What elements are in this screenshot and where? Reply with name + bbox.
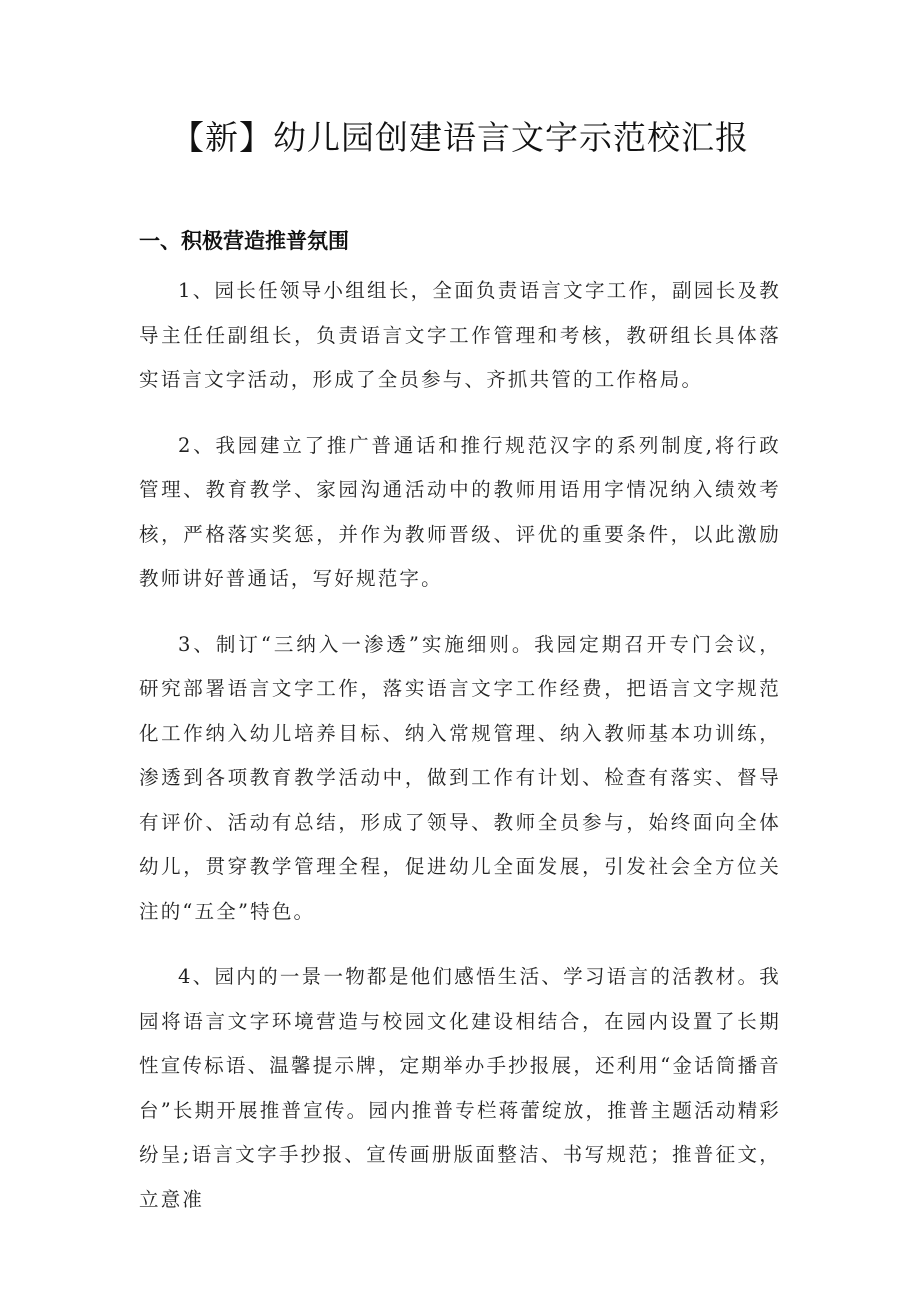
- section-heading: 一、积极营造推普氛围: [139, 229, 349, 253]
- paragraph-1: 1、园长任领导小组组长，全面负责语言文字工作，副园长及教导主任任副组长，负责语言文字工作管理和考核，教研组长具体落实语言文字活动，形成了全员参与、齐抓共管的工作格局。: [139, 279, 781, 391]
- paragraph-2: 2、我园建立了推广普通话和推行规范汉字的系列制度,将行政管理、教育教学、家园沟通活动中的教师用语用字情况纳入绩效考核，严格落实奖惩，并作为教师晋级、评优的重要条件，以此激励教师讲好普通话，写好规范字。: [139, 433, 781, 590]
- section-body: [139, 269, 781, 1243]
- paragraph-4: 4、园内的一景一物都是他们感悟生活、学习语言的活教材。我园将语言文字环境营造与校园文化建设相结合，在园内设置了长期性宣传标语、温馨提示牌，定期举办手抄报展，还利用“金话筒播音台”长期开展推普宣传。园内推普专栏蒋蕾绽放，推普主题活动精彩纷呈;语言文字手抄报、宣传画册版面整洁、书写规范；推普征文，立意准: [139, 965, 781, 1211]
- paragraph-3: 3、制订“三纳入一渗透”实施细则。我园定期召开专门会议，研究部署语言文字工作，落实语言文字工作经费，把语言文字规范化工作纳入幼儿培养目标、纳入常规管理、纳入教师基本功训练，渗透到各项教育教学活动中，做到工作有计划、检查有落实、督导有评价、活动有总结，形成了领导、教师全员参与，始终面向全体幼儿，贯穿教学管理全程，促进幼儿全面发展，引发社会全方位关注的“五全”特色。: [139, 632, 781, 923]
- document-title: 【新】幼儿园创建语言文字示范校汇报: [171, 118, 749, 157]
